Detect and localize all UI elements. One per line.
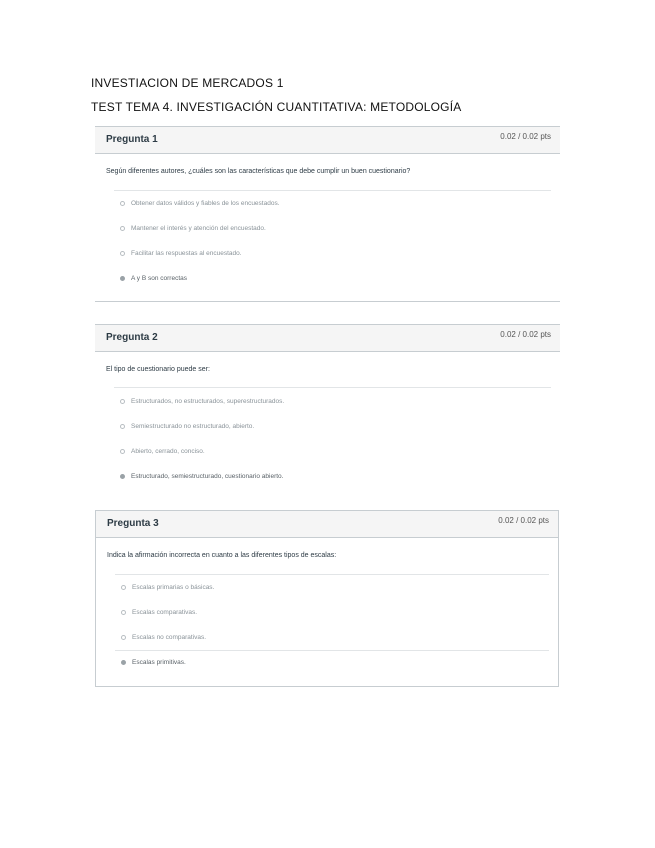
answer-option[interactable] — [121, 607, 197, 617]
question-header — [95, 126, 560, 154]
question-points: 0.02 / 0.02 pts — [500, 330, 551, 339]
question-title: Pregunta 2 — [106, 332, 158, 343]
answer-label: Escalas comparativas. — [132, 608, 198, 616]
radio-icon[interactable] — [120, 399, 125, 404]
radio-checked-icon[interactable] — [120, 276, 125, 281]
question-header — [96, 510, 558, 538]
answer-label: A y B son correctas — [131, 274, 187, 282]
test-title: TEST TEMA 4. INVESTIGACIÓN CUANTITATIVA: METODOLOGÍA — [91, 100, 462, 114]
answer-option[interactable] — [120, 198, 280, 208]
radio-icon[interactable] — [120, 449, 125, 454]
radio-icon[interactable] — [120, 201, 125, 206]
divider — [115, 650, 549, 651]
answer-option[interactable] — [121, 632, 206, 642]
answer-option[interactable] — [120, 446, 205, 456]
question-card-1 — [95, 126, 560, 302]
answer-option-selected[interactable] — [120, 273, 187, 283]
answer-option[interactable] — [120, 396, 284, 406]
question-card-2 — [95, 324, 560, 482]
question-prompt: Indica la afirmación incorrecta en cuanto a las diferentes tipos de escalas: — [107, 552, 337, 559]
divider — [114, 387, 551, 388]
radio-icon[interactable] — [121, 610, 126, 615]
answer-label: Escalas primitivas. — [132, 658, 186, 666]
answer-option[interactable] — [120, 223, 266, 233]
radio-icon[interactable] — [121, 585, 126, 590]
answer-label: Facilitar las respuestas al encuestado. — [131, 249, 242, 257]
question-header — [95, 324, 560, 352]
answer-option[interactable] — [120, 421, 254, 431]
question-title: Pregunta 1 — [106, 134, 158, 145]
question-card-3 — [95, 510, 559, 687]
card-bottom-border — [95, 301, 560, 302]
answer-label: Estructurado, semiestructurado, cuestionario abierto. — [131, 472, 284, 480]
course-title: INVESTIACION DE MERCADOS 1 — [91, 76, 284, 90]
answer-label: Semiestructurado no estructurado, abierto. — [131, 422, 255, 430]
answer-label: Escalas primarias o básicas. — [132, 583, 215, 591]
answer-label: Abierto, cerrado, conciso. — [131, 447, 205, 455]
answer-label: Estructurados, no estructurados, superestructurados. — [131, 397, 285, 405]
divider — [115, 574, 549, 575]
answer-option[interactable] — [121, 582, 214, 592]
question-points: 0.02 / 0.02 pts — [500, 132, 551, 141]
answer-label: Mantener el interés y atención del encuestado. — [131, 224, 266, 232]
question-title: Pregunta 3 — [107, 518, 159, 529]
card-bottom-border — [96, 686, 558, 687]
question-prompt: El tipo de cuestionario puede ser: — [106, 366, 210, 373]
question-prompt: Según diferentes autores, ¿cuáles son las características que debe cumplir un buen cuestionario? — [106, 168, 411, 175]
answer-label: Obtener datos válidos y fiables de los encuestados. — [131, 199, 280, 207]
radio-icon[interactable] — [120, 251, 125, 256]
answer-option-selected[interactable] — [121, 657, 186, 667]
radio-checked-icon[interactable] — [121, 660, 126, 665]
answer-label: Escalas no comparativas. — [132, 633, 207, 641]
radio-checked-icon[interactable] — [120, 474, 125, 479]
radio-icon[interactable] — [121, 635, 126, 640]
question-points: 0.02 / 0.02 pts — [498, 516, 549, 525]
answer-option[interactable] — [120, 248, 242, 258]
divider — [114, 190, 551, 191]
radio-icon[interactable] — [120, 226, 125, 231]
answer-option-selected[interactable] — [120, 471, 283, 481]
radio-icon[interactable] — [120, 424, 125, 429]
